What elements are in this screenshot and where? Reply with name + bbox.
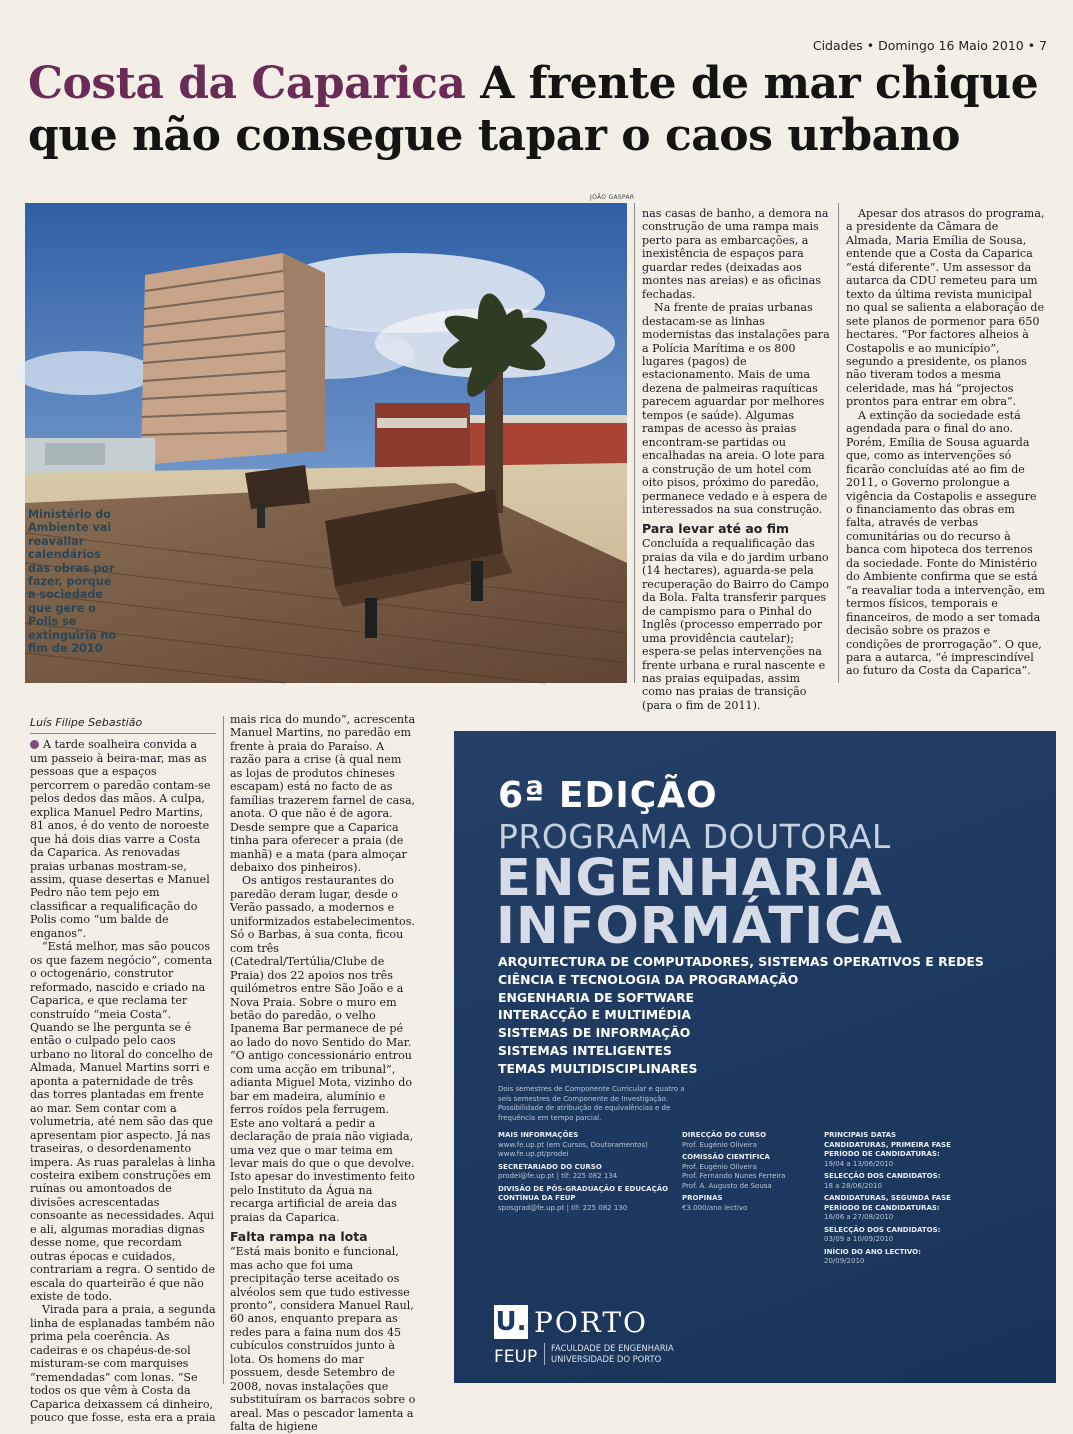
byline-rule bbox=[30, 733, 216, 734]
value: Prof. Eugénio Oliveira bbox=[682, 1162, 757, 1171]
value: www.fe.up.pt (em Cursos, Doutoramentos) www.fe.up.pt/prodei bbox=[498, 1140, 648, 1158]
value: Prof. A. Augusto de Sousa bbox=[682, 1181, 772, 1190]
value: prodei@fe.up.pt | tlf: 225 082 134 bbox=[498, 1172, 618, 1180]
column-rule bbox=[838, 203, 839, 683]
value: 16/06 a 27/08/2010 bbox=[824, 1213, 894, 1221]
paragraph: Apesar dos atrasos do programa, a presidente da Câmara de Almada, Maria Emília de Sousa, entende que a Costa da Caparica “está diferente”. Um assessor da autarca da CDU remeteu para um texto da última revista municipal no qual se salienta a elaboração de sete planos de pormenor para 650 hectares. “Por factores alheios à Costapolis e ao município”, segundo a presidente, os planos não tiveram todos a mesma celeridade, mas há “projectos prontos para entrar em obra”. bbox=[846, 207, 1045, 409]
label: MAIS INFORMAÇÕES bbox=[498, 1131, 579, 1139]
label: DIRECÇÃO DO CURSO bbox=[682, 1131, 767, 1139]
paragraph: Os antigos restaurantes do paredão deram lugar, desde o Verão passado, a modernos e uniformizados estabelecimentos. Só o Barbas, à sua conta, ficou com três (Catedral/Tertúlia/Clube de Praia) dos 22 apoios nos três quilómetros entre São João e a Nova Praia. Sobre o muro em betão do paredão, o velho Ipanema Bar permanece de pé ao lado do novo Sentido do Mar. “O antigo concessionário entrou com uma acção em tribunal”, adianta Miguel Mota, vizinho do bar em madeira, alumínio e ferros roídos pela ferrugem. Este ano voltará a pedir a declaração de praia não vigiada, uma vez que o mar teima em levar mais do que o que devolve. Isto apesar do investimento feito pelo Instituto da Água na recarga artificial de areia das praias da Caparica. bbox=[230, 874, 415, 1224]
topic-item: TEMAS MULTIDISCIPLINARES bbox=[498, 1060, 698, 1076]
paragraph: “Está melhor, mas são poucos os que fazem negócio”, comenta o octogenário, construtor reformado, nascido e criado na Caparica, e que reclama ter construído “meia Costa”. Quando se lhe pergunta se é então o culpado pelo caos urbano no litoral do concelho de Almada, Manuel Martins sorri e aponta a paternidade de três das torres plantadas em frente ao mar. Sem contar com a volumetria, até nem são das que apresentam pior aspecto. Já nas traseiras, o desordenamento impera. As ruas paralelas à linha costeira exibem construções em ruínas ou amontoados de divisões acrescentadas consoante as necessidades. Aqui e ali, algumas moradias dignas desse nome, que recordam outras épocas e cuidados, contrariam a regra. O sentido de escala do quarteirão é que não existe de todo. bbox=[30, 940, 216, 1304]
value: €3.000/ano lectivo bbox=[682, 1203, 748, 1212]
subheading: Falta rampa na lota bbox=[230, 1229, 368, 1245]
column-rule bbox=[634, 203, 635, 683]
ad-contacts bbox=[498, 1128, 698, 1213]
value: Prof. Fernando Nunes Ferreira bbox=[682, 1172, 786, 1180]
topic-item: ARQUITECTURA DE COMPUTADORES, SISTEMAS OPERATIVOS E REDES bbox=[498, 954, 984, 969]
value: 20/09/2010 bbox=[824, 1257, 865, 1265]
photo-caption: Ministério do Ambiente vai reavaliar calendários das obras por fazer, porque a sociedade que gere o Polis se extinguiria no fim de 2010 bbox=[28, 508, 117, 656]
subheading: Para levar até ao fim bbox=[642, 521, 789, 537]
ad-title-1: ENGENHARIA bbox=[496, 849, 883, 908]
advertisement bbox=[454, 731, 1056, 1383]
bullet-icon bbox=[30, 740, 39, 749]
logo-wordmark: PORTO bbox=[534, 1305, 649, 1339]
paragraph: Na frente de praias urbanas destacam-se as linhas modernistas das instalações para a Polícia Marítima e os 800 lugares (pagos) de estacionamento. Mais de uma dezena de palmeiras raquíticas parecem aguardar por melhores tempos (e saúde). Algumas rampas de acesso às praias encontram-se partidas ou encalhadas na areia. O lote para a construção de um hotel com oito pisos, próximo do paredão, permanece vedado e à espera de interessados na sua construção. bbox=[642, 301, 830, 516]
uporto-logo bbox=[494, 1305, 648, 1339]
label: PROPINAS bbox=[682, 1194, 723, 1202]
paragraph-text: A tarde soalheira convida a um passeio à beira-mar, mas as pessoas que a espaços percorrem o paredão contam-se pelos dedos das mãos. A culpa, explica Manuel Pedro Martins, 81 anos, é do vento de noroeste que há dois dias varre a Costa da Caparica. As renovadas praias urbanas mostram-se, assim, quase desertas e Manuel Pedro não tem pejo em classificar a requalificação do Polis como “um balde de enganos”. bbox=[30, 738, 211, 940]
topic-item: SISTEMAS DE INFORMAÇÃO bbox=[498, 1025, 691, 1041]
faculty-name bbox=[544, 1343, 674, 1365]
value: 19/04 a 13/06/2010 bbox=[824, 1159, 894, 1168]
paragraph: mais rica do mundo”, acrescenta Manuel Martins, no paredão em frente à praia do Paraíso. A razão para a crise (à qual nem as lojas de produtos chineses escapam) está no facto de as famílias trazerem farnel de casa, anota. O que não é de agora. Desde sempre que a Caparica tinha para oferecer a praia (de manhã) e a mata (para almoçar debaixo dos pinheiros). bbox=[230, 713, 416, 874]
university-line: UNIVERSIDADE DO PORTO bbox=[551, 1354, 662, 1364]
ad-programme: PROGRAMA DOUTORAL bbox=[498, 817, 891, 856]
label: SECRETARIADO DO CURSO bbox=[498, 1162, 602, 1171]
value: Prof. Eugénio Oliveira bbox=[682, 1140, 757, 1149]
ad-title-2: INFORMÁTICA bbox=[496, 897, 904, 956]
logo-mark: U. bbox=[495, 1307, 527, 1337]
paragraph: Virada para a praia, a segunda linha de esplanadas também não prima pela coerência. As cadeiras e os chapéus-de-sol misturam-se com marquises “remendadas” com lonas. “Se todos os que vêm à Costa da Caparica deixassem cá dinheiro, pouco que fosse, esta era a praia bbox=[30, 1303, 216, 1425]
topic-item: CIÊNCIA E TECNOLOGIA DA PROGRAMAÇÃO bbox=[498, 971, 799, 987]
topic-item: INTERACÇÃO E MULTIMÉDIA bbox=[498, 1007, 692, 1023]
feup-label: FEUP bbox=[494, 1347, 538, 1367]
paragraph: “Está mais bonito e funcional, mas acho que foi uma precipitação terse aceitado os alvéolos sem que tudo estivesse pronto”, considera Manuel Raul, 60 anos, enquanto prepara as redes para a faina num dos 45 cubículos construídos junto à lota. Os homens do mar possuem, desde Setembro de 2008, novas instalações que substituíram os barracos sobre o areal. Mas o pescador lamenta a falta de higiene bbox=[230, 1245, 416, 1434]
label: SELECÇÃO DOS CANDIDATOS: bbox=[824, 1225, 941, 1234]
value: 03/09 a 10/09/2010 bbox=[824, 1235, 894, 1243]
label: PRINCIPAIS DATAS bbox=[824, 1131, 897, 1139]
top-column-2 bbox=[642, 207, 832, 712]
ad-intro: Dois semestres de Componente Curricular e quatro a seis semestres de Componente de Investigação. Possibilidade de atribuição de equivalências e de frequência em tempo parcial. bbox=[498, 1085, 685, 1122]
byline: Luís Filipe Sebastião bbox=[30, 716, 143, 729]
label: COMISSÃO CIENTÍFICA bbox=[682, 1153, 770, 1161]
label: CANDIDATURAS, SEGUNDA FASE PERÍODO DE CANDIDATURAS: bbox=[824, 1194, 951, 1212]
label: CANDIDATURAS, PRIMEIRA FASE PERÍODO DE CANDIDATURAS: bbox=[824, 1140, 951, 1158]
headline bbox=[28, 58, 1058, 162]
ad-edition: 6ª EDIÇÃO bbox=[498, 775, 718, 816]
ad-topics bbox=[498, 953, 984, 1078]
article-column-1 bbox=[30, 716, 216, 1425]
topic-item: ENGENHARIA DE SOFTWARE bbox=[498, 989, 694, 1005]
headline-line1: A frente de mar chique bbox=[465, 58, 1039, 109]
headline-line2: que não consegue tapar o caos urbano bbox=[28, 110, 960, 161]
ad-direction bbox=[682, 1128, 812, 1213]
article-column-2 bbox=[230, 713, 416, 1434]
paragraph: A extinção da sociedade está agendada para o final do ano. Porém, Emília de Sousa aguarda que, como as intervenções só ficarão concluídas até ao fim de 2011, o Governo prolongue a vigência da Costapolis e assegure o financiamento das obras em falta, através de verbas comunitárias ou do recurso à banca com hipoteca dos terrenos da sociedade. Fonte do Ministério do Ambiente confirma que se está “a reavaliar toda a intervenção, em termos físicos, temporais e financeiros, de modo a ser tomada decisão sobre os prazos e condições de prorrogação”. O que, para a autarca, “é imprescindível ao futuro da Costa da Caparica”. bbox=[846, 408, 1045, 678]
ad-dates bbox=[824, 1128, 974, 1267]
column-rule bbox=[223, 716, 224, 1384]
top-column-3 bbox=[846, 207, 1046, 678]
label: INÍCIO DO ANO LECTIVO: bbox=[824, 1247, 921, 1256]
photo-credit: JOÃO GASPAR bbox=[590, 194, 635, 201]
headline-kicker: Costa da Caparica bbox=[28, 58, 466, 109]
paragraph: nas casas de banho, a demora na construção de uma rampa mais perto para as embarcações, a inexistência de espaços para guardar redes (deixadas aos montes nas areias) e as oficinas fechadas. bbox=[642, 207, 829, 301]
label: DIVISÃO DE PÓS-GRADUAÇÃO E EDUCAÇÃO CONTÍNUA DA FEUP bbox=[498, 1184, 669, 1202]
paragraph bbox=[30, 738, 216, 940]
value: 18 a 28/06/2010 bbox=[824, 1181, 882, 1190]
faculty-line: FACULDADE DE ENGENHARIA bbox=[551, 1343, 674, 1353]
value: sposgrad@fe.up.pt | tlf: 225 082 130 bbox=[498, 1203, 628, 1212]
topic-item: SISTEMAS INTELIGENTES bbox=[498, 1042, 672, 1058]
paragraph: Concluída a requalificação das praias da vila e do jardim urbano (14 hectares), aguarda-se pela recuperação do Bairro do Campo da Bola. Falta transferir parques de campismo para o Pinhal do Inglês (processo emperrado por uma providência cautelar); espera-se pelas intervenções na frente urbana e rural nascente e nas praias equipadas, assim como nas praias de transição (para o fim de 2011). bbox=[642, 537, 829, 712]
label: SELECÇÃO DOS CANDIDATOS: bbox=[824, 1172, 941, 1180]
running-head: Cidades • Domingo 16 Maio 2010 • 7 bbox=[812, 38, 1047, 53]
